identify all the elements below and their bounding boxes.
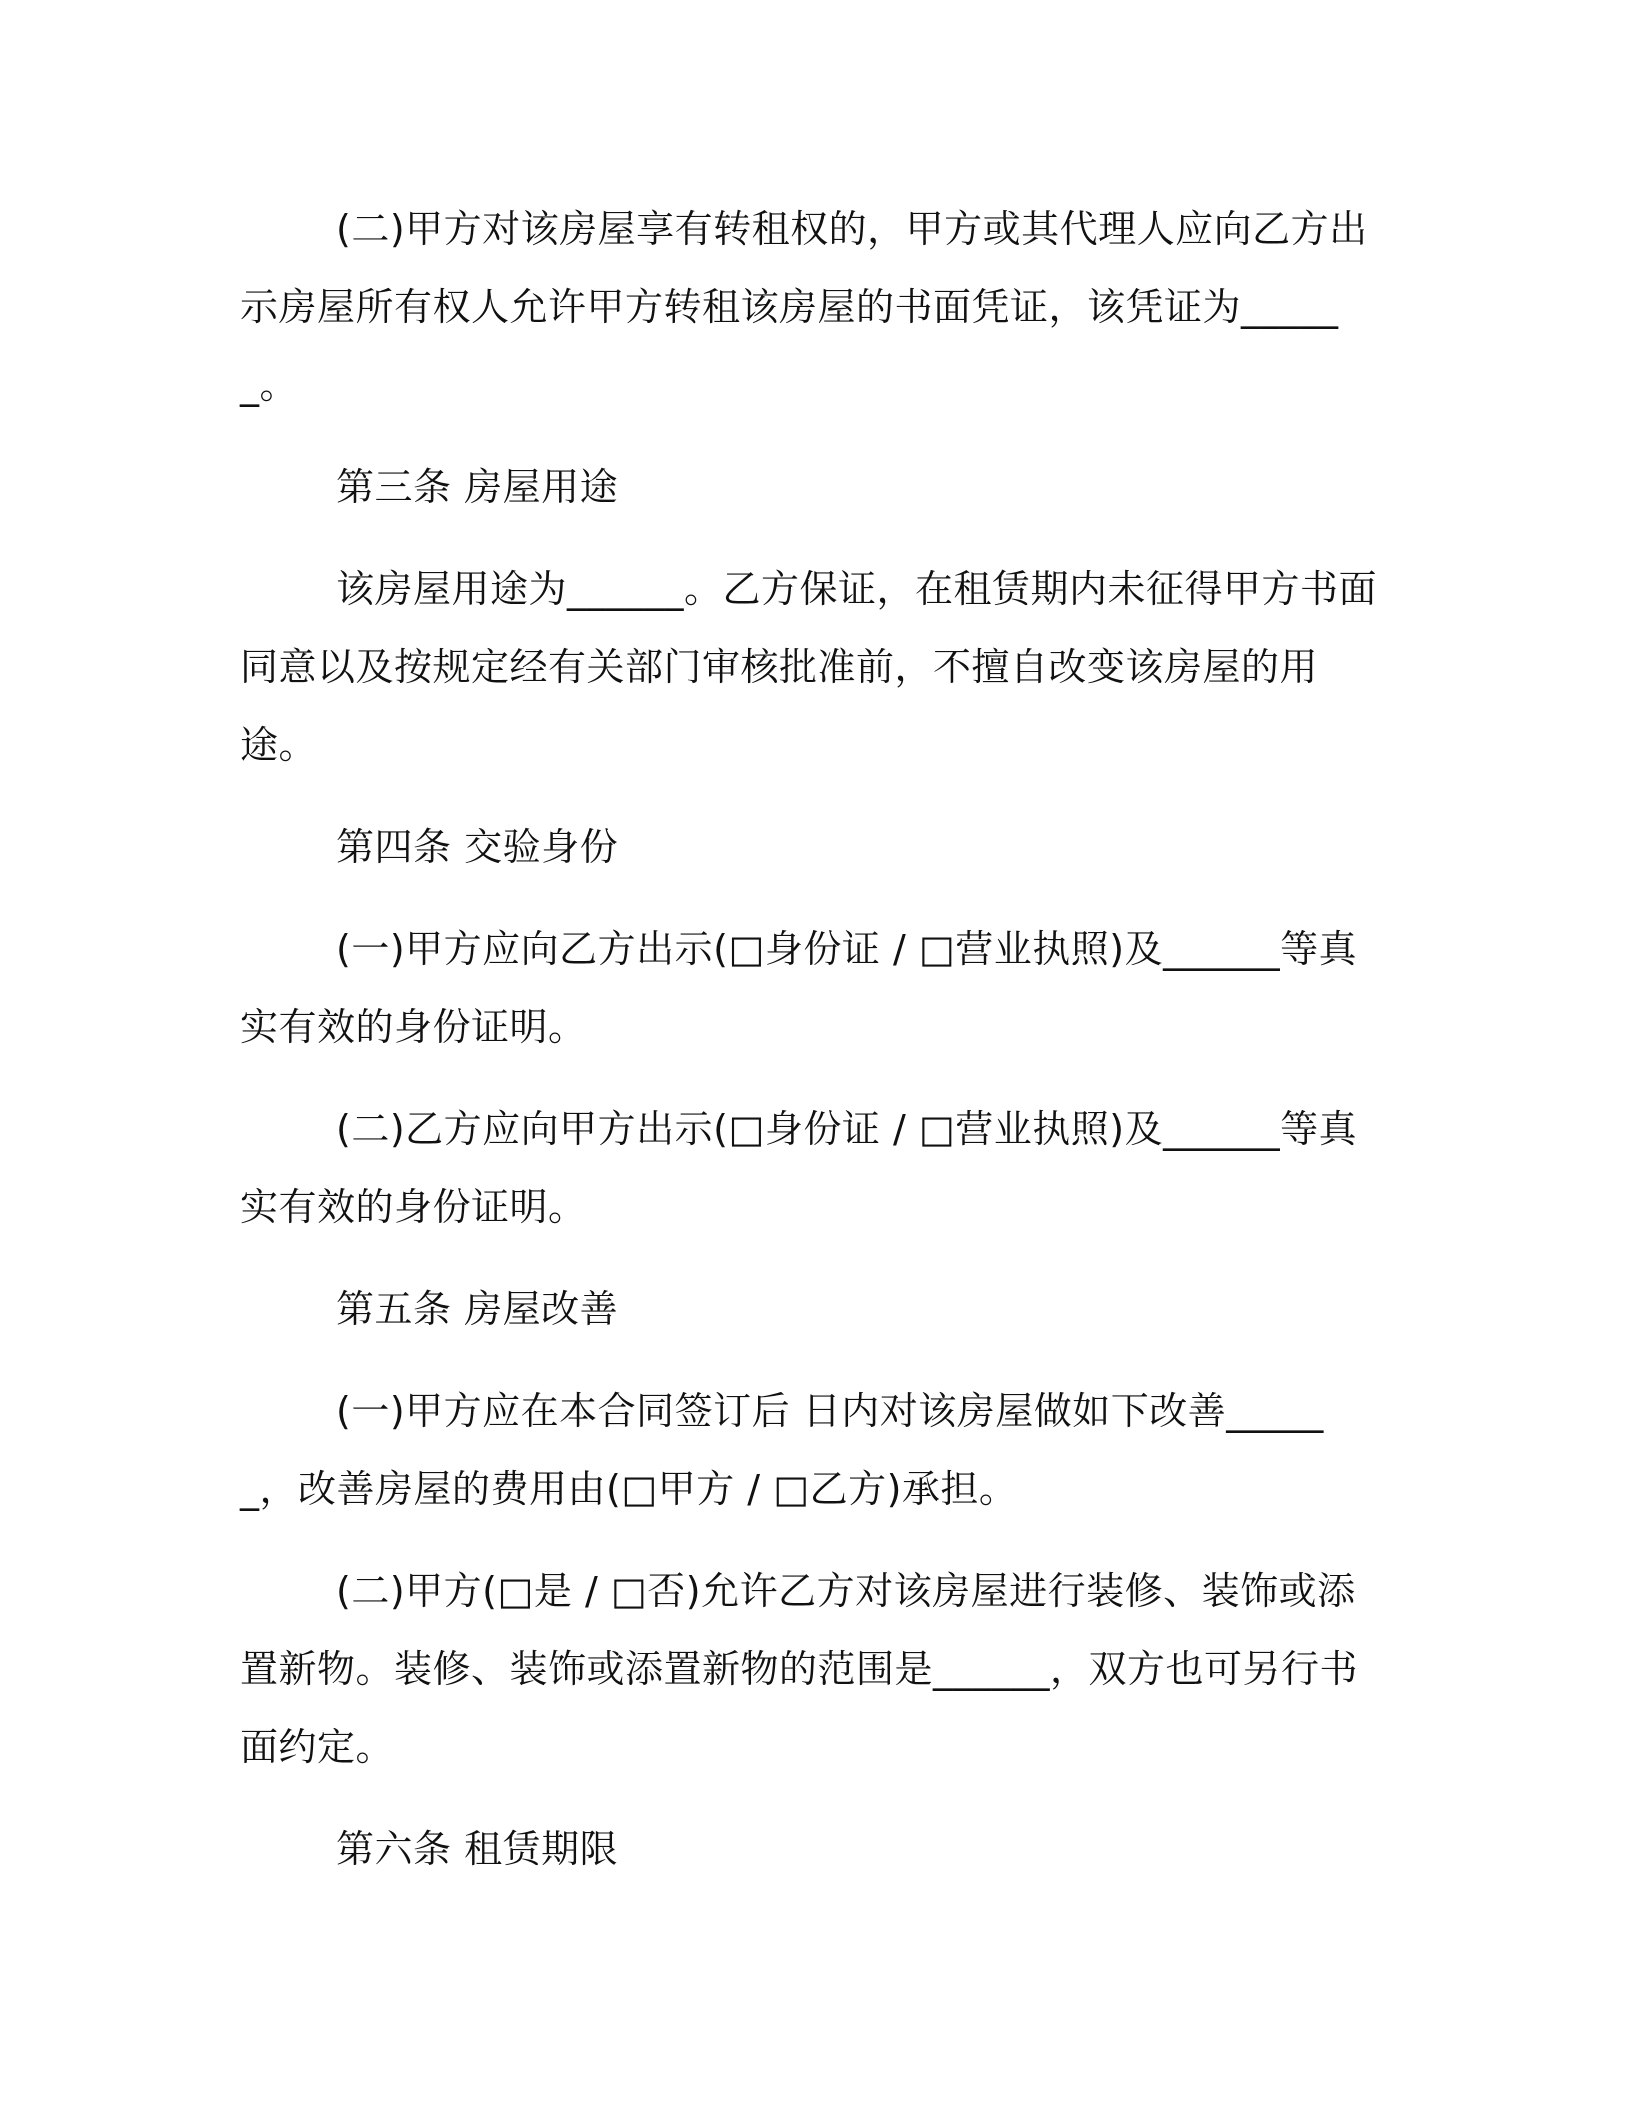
heading-article-5: 第五条 房屋改善	[336, 1287, 619, 1331]
document-body	[240, 190, 1380, 1912]
heading-article-4: 第四条 交验身份	[336, 825, 619, 869]
paragraph-party-a-id: (一)甲方应向乙方出示(□身份证 / □营业执照)及______等真实有效的身份证明。	[240, 927, 1358, 1049]
heading-article-3: 第三条 房屋用途	[336, 465, 619, 509]
paragraph-party-b-id: (二)乙方应向甲方出示(□身份证 / □营业执照)及______等真实有效的身份证明。	[240, 1107, 1358, 1229]
paragraph-house-usage: 该房屋用途为______。乙方保证，在租赁期内未征得甲方书面同意以及按规定经有关部门审核批准前，不擅自改变该房屋的用途。	[240, 567, 1378, 767]
paragraph-decoration-permission: (二)甲方(□是 / □否)允许乙方对该房屋进行装修、装饰或添置新物。装修、装饰或添置新物的范围是______，双方也可另行书面约定。	[240, 1569, 1359, 1769]
paragraph-improvement-party-a: (一)甲方应在本合同签订后 日内对该房屋做如下改善______，改善房屋的费用由(□甲方 / □乙方)承担。	[240, 1389, 1324, 1511]
paragraph-sublease-proof: (二)甲方对该房屋享有转租权的，甲方或其代理人应向乙方出示房屋所有权人允许甲方转租该房屋的书面凭证，该凭证为______。	[240, 207, 1368, 407]
heading-article-6: 第六条 租赁期限	[336, 1827, 619, 1871]
